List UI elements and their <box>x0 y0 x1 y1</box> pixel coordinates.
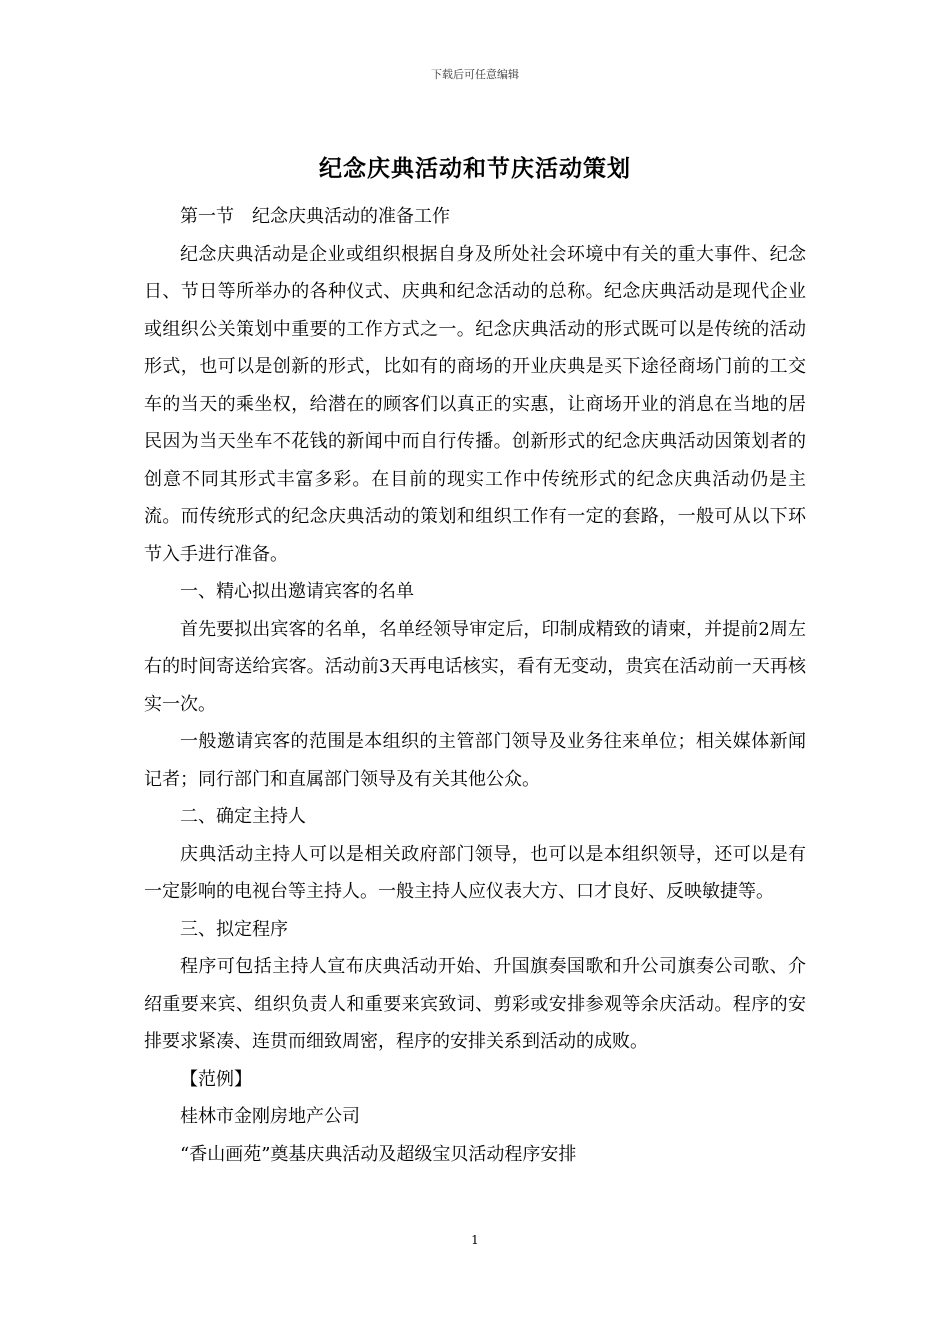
header-note: 下载后可任意编辑 <box>431 68 519 81</box>
subsection-heading: 三、拟定程序 <box>180 918 288 940</box>
section-heading: 第一节 纪念庆典活动的准备工作 <box>180 206 450 227</box>
body-paragraph: 程序可包括主持人宣布庆典活动开始、升国旗奏国歌和升公司旗奏公司歌、介绍重要来宾、组织负责人和重要来宾致词、剪彩或安排参观等余庆活动。程序的安排要求紧凑、连贯而细致周密，程序的安排关系到活动的成败。 <box>144 956 806 1052</box>
subsection-heading: 一、精心拟出邀请宾客的名单 <box>180 581 414 602</box>
body-paragraph: 庆典活动主持人可以是相关政府部门领导，也可以是本组织领导，还可以是有一定影响的电视台等主持人。一般主持人应仪表大方、口才良好、反映敏捷等。 <box>144 843 806 902</box>
body-paragraph: 一般邀请宾客的范围是本组织的主管部门领导及业务往来单位；相关媒体新闻记者；同行部门和直属部门领导及有关其他公众。 <box>144 731 806 790</box>
body-paragraph: 首先要拟出宾客的名单，名单经领导审定后，印制成精致的请柬，并提前2周左右的时间寄送给宾客。活动前3天再电话核实，看有无变动，贵宾在活动前一天再核实一次。 <box>144 618 806 715</box>
example-label: 【范例】 <box>180 1068 252 1090</box>
document-title: 纪念庆典活动和节庆活动策划 <box>319 155 631 182</box>
body-paragraph: 纪念庆典活动是企业或组织根据自身及所处社会环境中有关的重大事件、纪念日、节日等所举办的各种仪式、庆典和纪念活动的总称。纪念庆典活动是现代企业或组织公关策划中重要的工作方式之一。纪念庆典活动的形式既可以是传统的活动形式，也可以是创新的形式，比如有的商场的开业庆典是买下途径商场门前的工交车的当天的乘坐权，给潜在的顾客们以真正的实惠，让商场开业的消息在当地的居民因为当天坐车不花钱的新闻中而自行传播。创新形式的纪念庆典活动因策划者的创意不同其形式丰富多彩。在目前的现实工作中传统形式的纪念庆典活动仍是主流。而传统形式的纪念庆典活动的策划和组织工作有一定的套路，一般可从以下环节入手进行准备。 <box>144 243 806 565</box>
example-title: “香山画苑”奠基庆典活动及超级宝贝活动程序安排 <box>180 1143 577 1165</box>
page-number: 1 <box>471 1233 479 1247</box>
subsection-heading: 二、确定主持人 <box>180 806 306 827</box>
document-body <box>144 198 806 1173</box>
company-name: 桂林市金刚房地产公司 <box>180 1106 360 1127</box>
